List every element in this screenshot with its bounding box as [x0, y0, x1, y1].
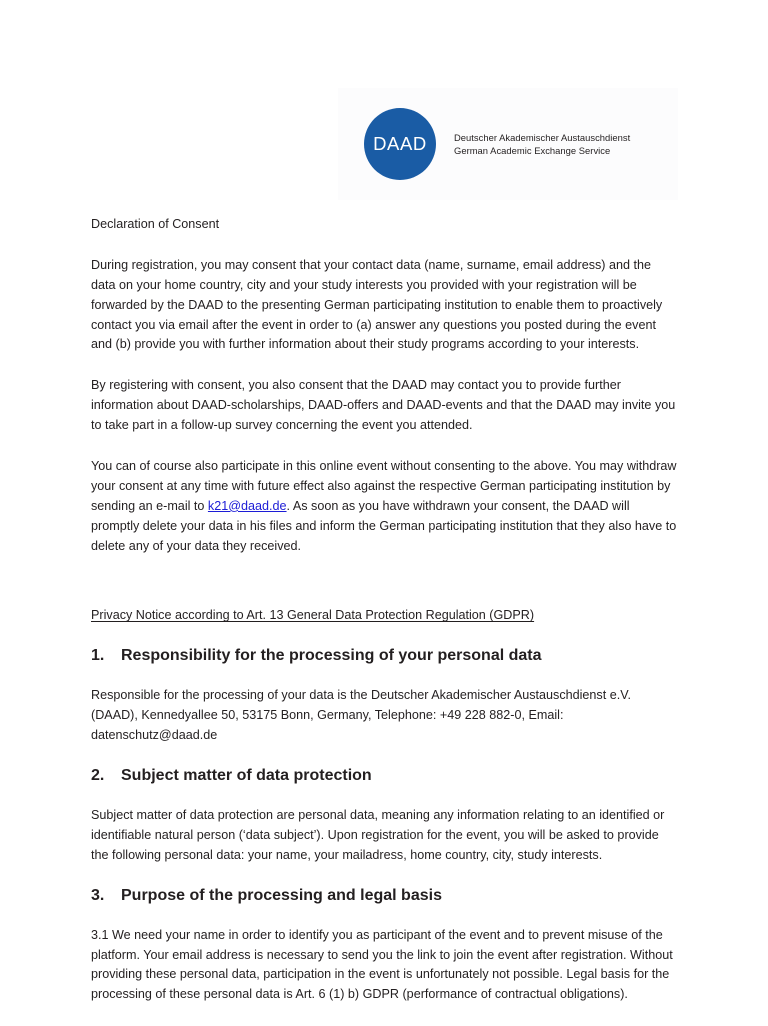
- consent-paragraph-3-text-after: . As soon as you have withdrawn your consent, the DAAD will promptly delete your data in his files and inform the German participating institution that they also have to delete any of your data they received.: [91, 498, 677, 553]
- section-body-2: Subject matter of data protection are personal data, meaning any information relating to an identified or identifiable natural person (‘data subject’). Upon registration for the event, you will be asked to provide the following personal data: your name, your mailadress, home country, city, study interests.: [91, 808, 665, 862]
- section-title-1: Responsibility for the processing of your personal data: [121, 647, 542, 665]
- page-title: Declaration of Consent: [91, 217, 220, 231]
- section-body-1: Responsible for the processing of your data is the Deutscher Akademischer Austauschdienst e.V. (DAAD), Kennedyallee 50, 53175 Bonn, Germany, Telephone: +49 228 882-0, Email: datenschutz@daad.de: [91, 688, 631, 743]
- daad-logo-tagline: [454, 131, 630, 158]
- section-heading-3: [91, 887, 677, 905]
- consent-paragraph-3: [91, 457, 677, 556]
- consent-paragraph-3-text-before: You can of course also participate in this online event without consenting to the above. You may withdraw your consent at any time with future effect also against the respective German participating institution by sending an e-mail to: [91, 459, 677, 513]
- daad-tagline-german: Deutscher Akademischer Austauschdienst: [454, 131, 631, 143]
- section-number-1: 1.: [91, 647, 105, 665]
- section-title-2: Subject matter of data protection: [121, 767, 372, 785]
- section-spacer: [91, 576, 677, 606]
- section-body-3: 3.1 We need your name in order to identify you as participant of the event and to prevent misuse of the platform. Your email address is necessary to send you the link to join the event after registration. Without providing these personal data, participation in the event is unfortunately not possible. Legal basis for the processing of these personal data is Art. 6 (1) b) GDPR (performance of contractual obligations).: [91, 927, 673, 1002]
- section-heading-1: [91, 647, 677, 665]
- section-title-3: Purpose of the processing and legal basis: [121, 886, 442, 904]
- withdraw-consent-email-link[interactable]: k21@daad.de: [207, 498, 287, 513]
- document-body: [91, 215, 677, 1026]
- section-heading-2: [91, 767, 677, 785]
- daad-tagline-english: German Academic Exchange Service: [454, 145, 611, 156]
- section-number-2: 2.: [91, 767, 105, 785]
- daad-logo-wordmark: DAAD: [373, 132, 427, 154]
- consent-paragraph-1: During registration, you may consent that your contact data (name, surname, email address) and the data on your home country, city and your study interests you provided with your registration will be forwarded by the DAAD to the presenting German participating institution to enable them to proactively contact you via email after the event in order to (a) answer any questions you posted during the event and (b) provide you with further information about their study programs according to your interests.: [91, 257, 663, 352]
- privacy-notice-heading: Privacy Notice according to Art. 13 General Data Protection Regulation (GDPR): [91, 608, 535, 623]
- consent-paragraph-2: By registering with consent, you also consent that the DAAD may contact you to provide further information about DAAD-scholarships, DAAD-offers and DAAD-events and that the DAAD may invite you to take part in a follow-up survey concerning the event you attended.: [91, 378, 676, 433]
- daad-logo-block: [338, 88, 678, 200]
- section-number-3: 3.: [91, 886, 105, 904]
- daad-circle-logo-icon: [364, 108, 436, 180]
